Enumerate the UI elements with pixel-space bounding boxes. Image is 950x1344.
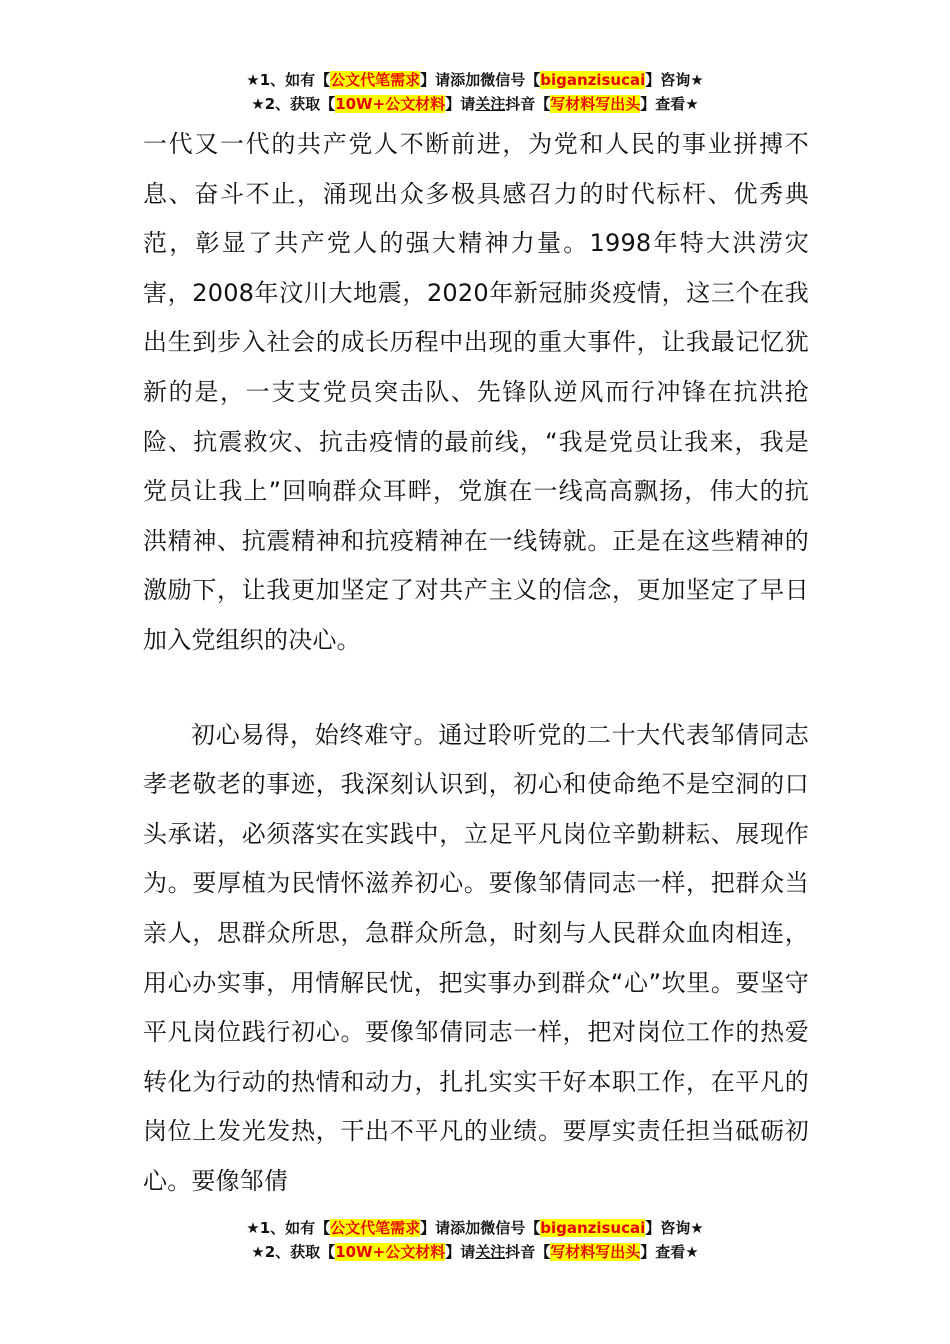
banner-text: 关注 (475, 95, 506, 113)
banner-douyin-id: 写材料写出头 (550, 95, 641, 113)
banner-text: 】咨询★ (645, 1219, 704, 1237)
banner-text: 】查看★ (640, 1243, 699, 1261)
document-body (143, 120, 809, 1206)
paragraph-spacer (143, 666, 809, 711)
banner-text: 加 (465, 71, 481, 89)
banner-text: ★2、获取【 (251, 95, 336, 113)
banner-wechat-id: biganzisucai (540, 1219, 646, 1237)
banner-line-1 (0, 68, 950, 92)
banner-text: 】请 (445, 95, 476, 113)
banner-text: 】咨询★ (645, 71, 704, 89)
banner-text: 关注 (475, 1243, 506, 1261)
banner-text: 加 (465, 1219, 481, 1237)
banner-text: ★1、如有【 (246, 1219, 331, 1237)
header-banner (0, 68, 950, 116)
paragraph: 初心易得，始终难守。通过聆听党的二十大代表邹倩同志孝老敬老的事迹，我深刻认识到，初心和使命绝不是空洞的口头承诺，必须落实在实践中，立足平凡岗位辛勤耕耘、展现作为。要厚植为民情怀滋养初心。要像邹倩同志一样，把群众当亲人，思群众所思，急群众所急，时刻与人民群众血肉相连，用心办实事，用情解民忧，把实事办到群众“心”坎里。要坚守平凡岗位践行初心。要像邹倩同志一样，把对岗位工作的热爱转化为行动的热情和动力，扎扎实实干好本职工作，在平凡的岗位上发光发热，干出不平凡的业绩。要厚实责任担当砥砺初心。要像邹倩 (143, 720, 809, 1195)
banner-text: 微信号【 (480, 71, 541, 89)
banner-line-1 (0, 1216, 950, 1240)
banner-line-2 (0, 92, 950, 116)
banner-text: 】请添 (420, 71, 466, 89)
banner-text: ★2、获取【 (251, 1243, 336, 1261)
banner-text: 】请添 (420, 1219, 466, 1237)
banner-wechat-id: biganzisucai (540, 71, 646, 89)
banner-highlight: 10W+公文材料 (335, 1243, 446, 1261)
banner-highlight: 10W+公文材料 (335, 95, 446, 113)
banner-text: 微信号【 (480, 1219, 541, 1237)
banner-douyin-id: 写材料写出头 (550, 1243, 641, 1261)
banner-highlight: 公文代笔需求 (330, 1219, 421, 1237)
banner-text: 】请 (445, 1243, 476, 1261)
footer-banner (0, 1216, 950, 1264)
banner-text: 抖音【 (505, 1243, 551, 1261)
banner-text: 】查看★ (640, 95, 699, 113)
paragraph: 一代又一代的共产党人不断前进，为党和人民的事业拼搏不息、奋斗不止，涌现出众多极具感召力的时代标杆、优秀典范，彰显了共产党人的强大精神力量。1998年特大洪涝灾害，2008年汶川大地震，2020年新冠肺炎疫情，这三个在我出生到步入社会的成长历程中出现的重大事件，让我最记忆犹新的是，一支支党员突击队、先锋队逆风而行冲锋在抗洪抢险、抗震救灾、抗击疫情的最前线，“我是党员让我来，我是党员让我上”回响群众耳畔，党旗在一线高高飘扬，伟大的抗洪精神、抗震精神和抗疫精神在一线铸就。正是在这些精神的激励下，让我更加坚定了对共产主义的信念，更加坚定了早日加入党组织的决心。 (143, 130, 809, 654)
banner-text: ★1、如有【 (246, 71, 331, 89)
banner-line-2 (0, 1240, 950, 1264)
banner-text: 抖音【 (505, 95, 551, 113)
banner-highlight: 公文代笔需求 (330, 71, 421, 89)
